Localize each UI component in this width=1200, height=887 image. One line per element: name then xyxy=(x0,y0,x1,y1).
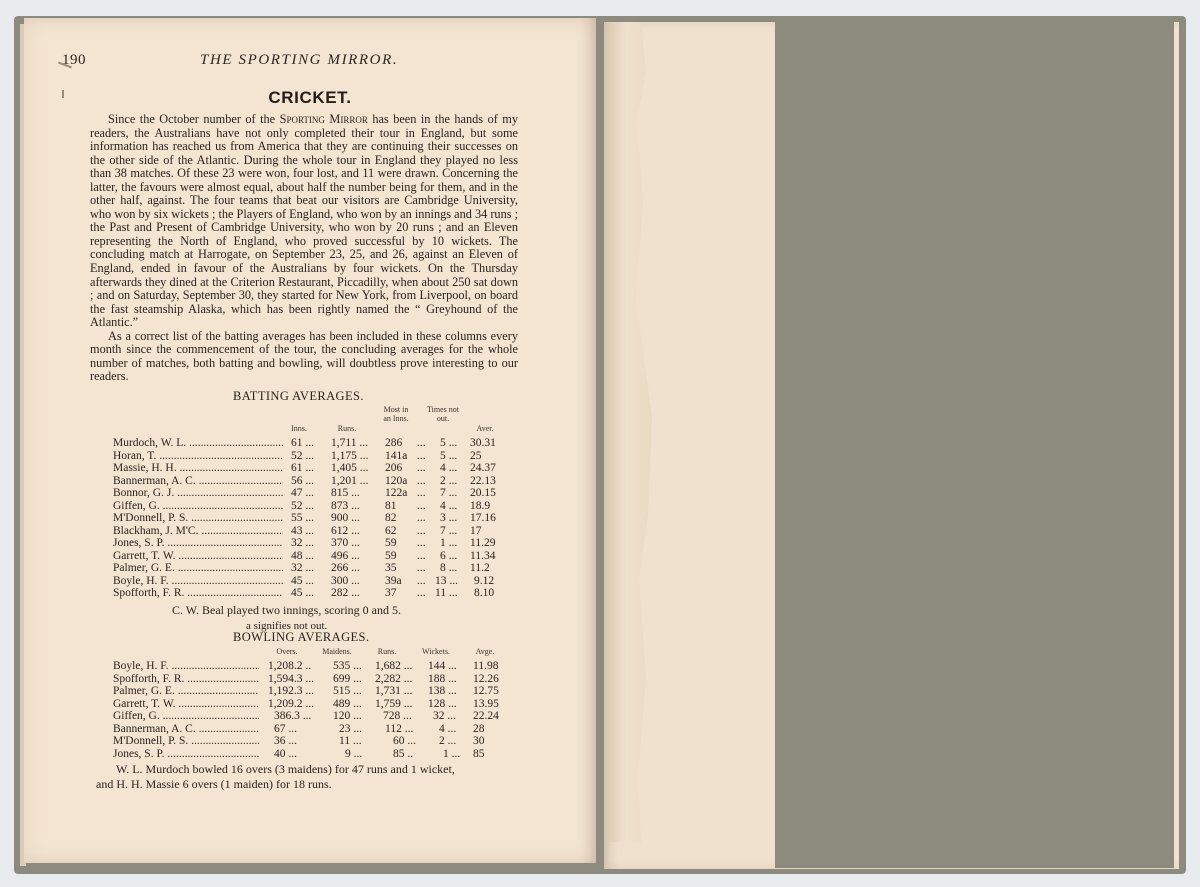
table-row xyxy=(113,723,513,735)
player-name: M'Donnell, P. S. ..... xyxy=(113,735,259,747)
cell-most: 62 xyxy=(385,524,397,537)
player-name: Bonnor, G. J. ..... xyxy=(113,487,283,499)
bowling-note xyxy=(96,762,526,791)
cell-sep: ... xyxy=(417,587,426,599)
bowling-header-runs: Runs. xyxy=(377,647,397,656)
cell-aver: 22.13 xyxy=(470,474,496,487)
cell-sep: ... xyxy=(417,574,426,587)
cell-notout: 4 ... xyxy=(440,462,458,474)
cell-maidens: 515 ... xyxy=(333,685,362,697)
cell-inns: 45 ... xyxy=(291,587,314,599)
player-name: Bannerman, A. C. ..... xyxy=(113,475,283,487)
article-title: CRICKET. xyxy=(268,88,352,107)
cell-runs: 1,405 ... xyxy=(331,462,369,474)
cell-avge: 22.24 xyxy=(473,710,499,722)
player-name: Blackham, J. M'C. ..... xyxy=(113,525,283,537)
cell-maidens: 9 ... xyxy=(345,747,363,760)
batting-header-inns: Inns. xyxy=(291,424,307,433)
cell-inns: 55 ... xyxy=(291,512,314,524)
cell-inns: 43 ... xyxy=(291,524,314,537)
table-row xyxy=(113,587,513,599)
table-row xyxy=(113,562,513,574)
cell-runs: 1,201 ... xyxy=(331,474,369,487)
cell-inns: 32 ... xyxy=(291,562,314,574)
batting-header-aver: Aver. xyxy=(476,424,494,433)
player-name: Garrett, T. W. ..... xyxy=(113,550,283,562)
cell-notout: 7 ... xyxy=(440,524,458,537)
player-name: Bannerman, A. C. ..... xyxy=(113,723,259,735)
cell-aver: 24.37 xyxy=(470,462,496,474)
cell-most: 35 xyxy=(385,562,397,574)
table-row xyxy=(113,575,513,587)
cell-most: 120a xyxy=(385,474,408,487)
cell-maidens: 23 ... xyxy=(339,722,362,735)
cell-sep: ... xyxy=(417,537,426,549)
cell-runs: 85 .. xyxy=(393,747,414,760)
player-name: Murdoch, W. L. ..... xyxy=(113,437,283,449)
cell-notout: 4 ... xyxy=(440,499,458,512)
cell-most: 59 xyxy=(385,537,397,549)
table-row xyxy=(113,537,513,549)
batting-header-runs: Runs. xyxy=(337,424,357,433)
cell-aver: 17.16 xyxy=(470,512,496,524)
cell-most: 39a xyxy=(385,574,402,587)
cell-wickets: 144 ... xyxy=(428,660,457,672)
cell-sep: ... xyxy=(417,499,426,512)
cell-wickets: 2 ... xyxy=(439,735,457,747)
cell-most: 81 xyxy=(385,499,397,512)
cell-inns: 45 ... xyxy=(291,574,314,587)
cell-runs: 60 ... xyxy=(393,735,416,747)
cell-inns: 52 ... xyxy=(291,499,314,512)
article-body xyxy=(90,113,518,384)
cell-runs: 900 ... xyxy=(331,512,360,524)
cell-wickets: 32 ... xyxy=(433,710,456,722)
cell-aver: 11.2 xyxy=(470,562,490,574)
cell-sep: ... xyxy=(417,549,426,562)
para1-rest: has been in the hands of my readers, the Australians have not only completed their tour in England, but some information has reached us from America that they are continuing their successes on the other side of the Atlantic. During the whole tour in England they played no less than 38 matches. Of these 23 were won, four lost, and 11 were drawn. Concerning the latter, the favours were almost equal, about half the number being for them, and in the other half, against. The four teams that beat our visitors are Cambridge University, who won by six wickets ; the Players of England, who won by an innings and 34 runs ; the Past and Present of Cambridge University, who won by 20 runs ; and an Eleven representing the North of England, who proved successful by 10 wickets. The concluding match at Harrogate, on September 23, 25, and 26, against an Eleven of England, ended in favour of the Australians by four wickets. On the Thursday afterwards they dined at the Criterion Restaurant, Piccadilly, when about 250 sat down ; and on Saturday, September 30, they started for New York, from Liverpool, on board the fast steamship Alaska, which has been rightly named the “ Greyhound of the Atlantic.” xyxy=(90,112,518,330)
cell-aver: 11.29 xyxy=(470,537,496,549)
cell-notout: 8 ... xyxy=(440,562,458,574)
table-row xyxy=(113,673,513,685)
player-name: Giffen, G. ..... xyxy=(113,500,283,512)
cell-aver: 11.34 xyxy=(470,549,496,562)
cell-sep: ... xyxy=(417,474,426,487)
table-row xyxy=(113,500,513,512)
player-name: Boyle, H. F. ..... xyxy=(113,575,283,587)
cell-runs: 815 ... xyxy=(331,487,360,499)
player-name: Giffen, G. ..... xyxy=(113,710,259,722)
cell-overs: 1,192.3 ... xyxy=(268,685,314,697)
table-row xyxy=(113,660,513,672)
cell-notout: 3 ... xyxy=(440,512,458,524)
cell-runs: 612 ... xyxy=(331,524,360,537)
running-head: THE SPORTING MIRROR. xyxy=(200,52,399,68)
para1-start: Since the October number of the xyxy=(108,112,276,126)
cell-overs: 67 ... xyxy=(274,722,297,735)
table-row xyxy=(113,748,513,760)
table-row xyxy=(113,450,513,462)
cell-inns: 52 ... xyxy=(291,449,314,462)
cell-aver: 8.10 xyxy=(474,587,495,599)
table-row xyxy=(113,437,513,449)
cell-runs: 1,682 ... xyxy=(375,660,413,672)
cell-sep: ... xyxy=(417,462,426,474)
table-row xyxy=(113,475,513,487)
player-name: M'Donnell, P. S. ..... xyxy=(113,512,283,524)
cell-maidens: 535 ... xyxy=(333,660,362,672)
table-row xyxy=(113,525,513,537)
cell-overs: 36 ... xyxy=(274,735,297,747)
beal-note: C. W. Beal played two innings, scoring 0 and 5. xyxy=(172,603,401,617)
cell-overs: 1,208.2 .. xyxy=(268,660,312,672)
table-row xyxy=(113,735,513,747)
cell-wickets: 1 ... xyxy=(443,747,461,760)
player-name: Horan, T. ..... xyxy=(113,450,283,462)
cell-sep: ... xyxy=(417,562,426,574)
cell-overs: 40 ... xyxy=(274,747,297,760)
cell-wickets: 4 ... xyxy=(439,722,457,735)
bowling-title: BOWLING AVERAGES. xyxy=(233,630,370,644)
table-row xyxy=(113,487,513,499)
cell-runs: 266 ... xyxy=(331,562,360,574)
cell-notout: 2 ... xyxy=(440,474,458,487)
cell-runs: 300 ... xyxy=(331,574,360,587)
cell-runs: 112 ... xyxy=(385,722,414,735)
cell-avge: 12.26 xyxy=(473,672,499,685)
player-name: Garrett, T. W. ..... xyxy=(113,698,259,710)
cell-most: 141a xyxy=(385,449,408,462)
cell-notout: 7 ... xyxy=(440,487,458,499)
cell-overs: 1,594.3 ... xyxy=(268,672,314,685)
cell-runs: 1,731 ... xyxy=(375,685,413,697)
cell-avge: 13.95 xyxy=(473,697,499,710)
cell-most: 37 xyxy=(385,587,397,599)
cell-notout: 1 ... xyxy=(440,537,458,549)
cell-aver: 17 xyxy=(470,524,482,537)
cell-runs: 873 ... xyxy=(331,499,360,512)
cell-runs: 370 ... xyxy=(331,537,360,549)
cell-runs: 1,175 ... xyxy=(331,449,369,462)
cell-maidens: 489 ... xyxy=(333,697,362,710)
table-row xyxy=(113,550,513,562)
cell-overs: 386.3 ... xyxy=(274,710,312,722)
cell-maidens: 11 ... xyxy=(339,735,362,747)
cell-notout: 6 ... xyxy=(440,549,458,562)
cell-runs: 1,759 ... xyxy=(375,697,413,710)
player-name: Boyle, H. F. ..... xyxy=(113,660,259,672)
cell-aver: 18.9 xyxy=(470,499,491,512)
cell-notout: 5 ... xyxy=(440,449,458,462)
cell-most: 206 xyxy=(385,462,403,474)
cell-wickets: 128 ... xyxy=(428,697,457,710)
player-name: Massie, H. H. ..... xyxy=(113,462,283,474)
cell-aver: 25 xyxy=(470,449,482,462)
cell-inns: 47 ... xyxy=(291,487,314,499)
table-row xyxy=(113,462,513,474)
table-row xyxy=(113,710,513,722)
magazine-name: Sporting Mirror xyxy=(279,112,368,126)
paragraph-2: As a correct list of the batting averages has been included in these columns every month since the commencement of the tour, the concluding averages for the whole number of matches, both batting and bowling, will doubtless prove interesting to our readers. xyxy=(90,328,518,384)
cell-maidens: 699 ... xyxy=(333,672,362,685)
cell-notout: 11 ... xyxy=(435,587,458,599)
cell-inns: 56 ... xyxy=(291,474,314,487)
batting-header-most: Most in an Inns. xyxy=(383,405,409,423)
cell-sep: ... xyxy=(417,449,426,462)
cell-aver: 30.31 xyxy=(470,437,496,449)
cell-runs: 1,711 ... xyxy=(331,437,368,449)
not-out-key: a signifies not out. xyxy=(246,620,328,632)
table-row xyxy=(113,685,513,697)
cell-runs: 496 ... xyxy=(331,549,360,562)
cell-sep: ... xyxy=(417,487,426,499)
table-row xyxy=(113,512,513,524)
cell-overs: 1,209.2 ... xyxy=(268,697,314,710)
grey-endboard xyxy=(775,18,1174,868)
bowling-note-line-2: and H. H. Massie 6 overs (1 maiden) for 18 runs. xyxy=(96,776,332,791)
cell-avge: 85 xyxy=(473,747,485,760)
page-number: 190 xyxy=(62,52,86,68)
cell-notout: 13 ... xyxy=(435,574,458,587)
cell-inns: 32 ... xyxy=(291,537,314,549)
cell-wickets: 188 ... xyxy=(428,672,457,685)
bowling-header-maidens: Maidens. xyxy=(322,647,352,656)
cell-sep: ... xyxy=(417,524,426,537)
player-name: Palmer, G. E. ..... xyxy=(113,562,283,574)
cell-most: 286 xyxy=(385,437,403,449)
cell-runs: 2,282 ... xyxy=(375,672,413,685)
bowling-header-avge: Avge. xyxy=(475,647,495,656)
cell-inns: 61 ... xyxy=(291,437,314,449)
cell-runs: 728 ... xyxy=(383,710,412,722)
cell-sep: ... xyxy=(417,437,426,449)
cell-most: 59 xyxy=(385,549,397,562)
player-name: Spofforth, F. R. ..... xyxy=(113,673,259,685)
cell-avge: 30 xyxy=(473,735,485,747)
cell-avge: 11.98 xyxy=(473,660,499,672)
cell-aver: 9.12 xyxy=(474,574,495,587)
cell-inns: 48 ... xyxy=(291,549,314,562)
player-name: Spofforth, F. R. ..... xyxy=(113,587,283,599)
cell-wickets: 138 ... xyxy=(428,685,457,697)
player-name: Palmer, G. E. ..... xyxy=(113,685,259,697)
bowling-header-wickets: Wickets. xyxy=(422,647,450,656)
player-name: Jones, S. P. ..... xyxy=(113,537,283,549)
cell-maidens: 120 ... xyxy=(333,710,362,722)
cell-notout: 5 ... xyxy=(440,437,458,449)
cell-aver: 20.15 xyxy=(470,487,496,499)
player-name: Jones, S. P. ..... xyxy=(113,748,259,760)
batting-title: BATTING AVERAGES. xyxy=(233,389,364,403)
cell-avge: 12.75 xyxy=(473,685,499,697)
cell-runs: 282 ... xyxy=(331,587,360,599)
table-row xyxy=(113,698,513,710)
cell-inns: 61 ... xyxy=(291,462,314,474)
batting-header-notout: Times not out. xyxy=(427,405,459,423)
cell-avge: 28 xyxy=(473,722,485,735)
paragraph-1 xyxy=(90,113,518,330)
bowling-header-overs: Overs. xyxy=(276,647,298,656)
cell-most: 82 xyxy=(385,512,397,524)
cell-most: 122a xyxy=(385,487,408,499)
cell-sep: ... xyxy=(417,512,426,524)
bowling-note-line-1: W. L. Murdoch bowled 16 overs (3 maidens) for 47 runs and 1 wicket, xyxy=(116,762,455,776)
